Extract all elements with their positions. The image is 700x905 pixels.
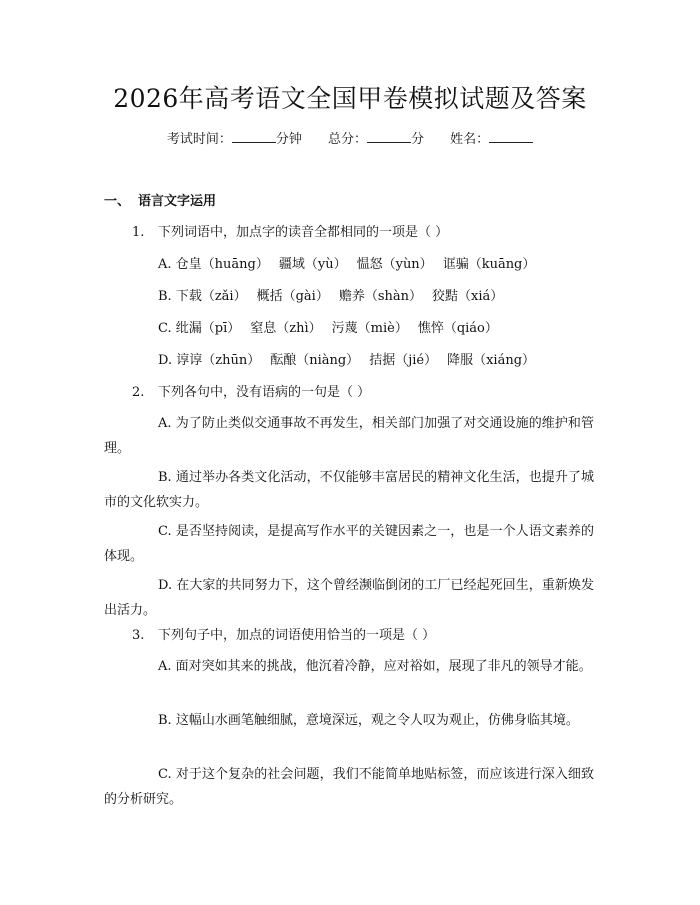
page-title: 2026年高考语文全国甲卷模拟试题及答案 (113, 84, 587, 113)
option-word: 憔悴（qiáo） (417, 321, 498, 336)
option-word: 赡养（shàn） (338, 289, 422, 304)
student-name-label: 姓名： (450, 132, 490, 147)
question-2-option-c: C. 是否坚持阅读，是提高写作水平的关键因素之一，也是一个人语文素养的体现。 (104, 524, 594, 564)
question-3-option-b: B. 这幅山水画笔触细腻，意境深远，观之令人叹为观止，仿佛身临其境。 (158, 713, 579, 728)
option-letter: B. (158, 289, 172, 304)
question-1-option-b (158, 287, 513, 307)
question-2-stem (132, 383, 370, 403)
section-number: 一、 (104, 194, 131, 209)
option-word: 酝酿（niàng） (270, 353, 360, 368)
question-1-stem (132, 223, 448, 243)
option-word: 污蔑（miè） (331, 321, 408, 336)
option-word: 概括（gài） (256, 289, 329, 304)
question-text: 下列词语中，加点字的读音全都相同的一项是（ ） (158, 225, 449, 240)
exam-time-label: 考试时间： (166, 132, 232, 147)
option-word: 狡黠（xiá） (432, 289, 504, 304)
option-word: 诓骗（kuāng） (442, 257, 536, 272)
exam-info-line (0, 130, 700, 150)
section-heading (104, 192, 216, 212)
option-word: 下载（zǎi） (175, 289, 247, 304)
exam-time-blank (232, 130, 276, 143)
option-word: 纰漏（pī） (175, 321, 241, 336)
student-name-blank (489, 130, 533, 143)
exam-time-field (167, 132, 302, 147)
question-3-option-a: A. 面对突如其来的挑战，他沉着冷静，应对裕如，展现了非凡的领导才能。 (158, 659, 592, 674)
question-3-stem (132, 626, 435, 646)
option-letter: C. (158, 321, 172, 336)
question-1-option-d (158, 351, 545, 371)
option-letter: D. (158, 353, 173, 368)
option-word: 疆域（yù） (278, 257, 347, 272)
question-3-option-c: C. 对于这个复杂的社会问题，我们不能简单地贴标签，而应该进行深入细致的分析研究。 (104, 767, 594, 807)
option-word: 窒息（zhì） (250, 321, 322, 336)
option-word: 仓皇（huāng） (175, 257, 269, 272)
total-score-label: 总分： (327, 132, 367, 147)
option-word: 降服（xiáng） (447, 353, 536, 368)
option-word: 谆谆（zhūn） (176, 353, 261, 368)
total-score-blank (367, 130, 411, 143)
question-number: 2. (132, 385, 145, 400)
option-letter: A. (158, 257, 172, 272)
exam-time-unit: 分钟 (275, 132, 302, 147)
student-name-field (450, 132, 533, 147)
question-2-option-b: B. 通过举办各类文化活动，不仅能够丰富居民的精神文化生活，也提升了城市的文化软实力。 (104, 470, 594, 510)
option-word: 愠怒（yùn） (356, 257, 433, 272)
question-text: 下列句子中，加点的词语使用恰当的一项是（ ） (158, 628, 436, 643)
total-score-field (328, 132, 424, 147)
total-score-unit: 分 (411, 132, 425, 147)
question-text: 下列各句中，没有语病的一句是（ ） (158, 385, 371, 400)
option-word: 拮据（jié） (369, 353, 438, 368)
question-2-option-a: A. 为了防止类似交通事故不再发生，相关部门加强了对交通设施的维护和管理。 (104, 416, 594, 456)
question-2-option-d: D. 在大家的共同努力下，这个曾经濒临倒闭的工厂已经起死回生，重新焕发出活力。 (104, 578, 594, 618)
question-1-option-a (158, 255, 545, 275)
question-number: 3. (132, 628, 145, 643)
question-1-option-c (158, 319, 508, 339)
question-number: 1. (132, 225, 145, 240)
section-title: 语言文字运用 (138, 194, 217, 209)
